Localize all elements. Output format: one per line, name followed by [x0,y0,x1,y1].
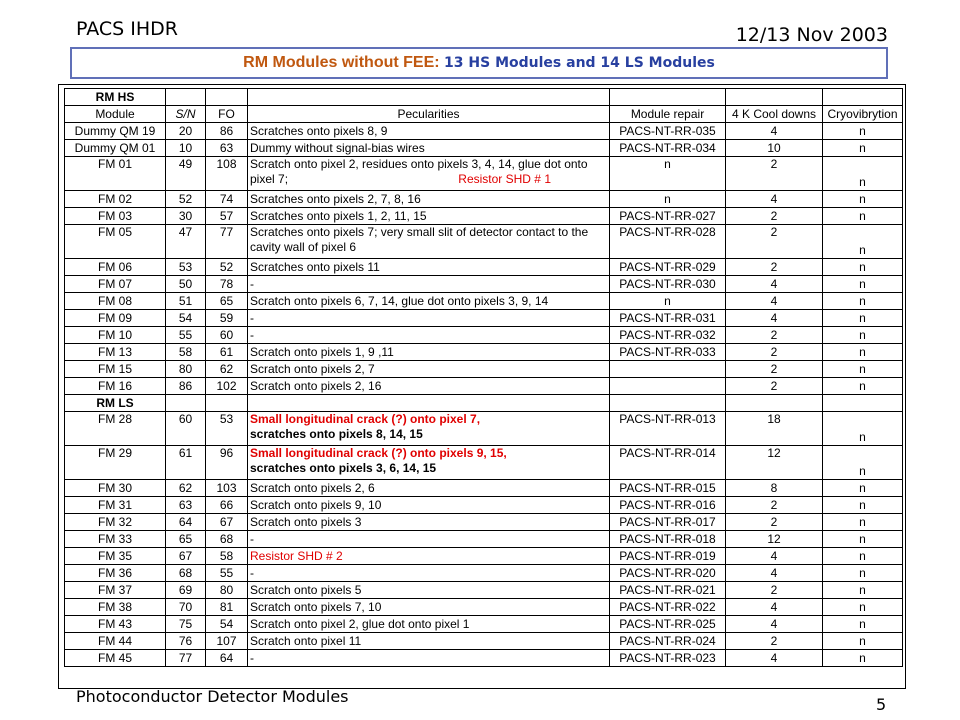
repair-cell: n [610,157,726,191]
repair-cell: PACS-NT-RR-030 [610,276,726,293]
module-cell: FM 05 [65,225,166,259]
pecularities-cell [248,140,610,157]
table-row [65,208,903,225]
cooldowns-cell: 2 [726,259,823,276]
column-header: FO [206,106,248,123]
empty-cell [823,395,903,412]
repair-cell: PACS-NT-RR-029 [610,259,726,276]
sn-cell: 68 [166,565,206,582]
sn-cell: 60 [166,412,206,446]
repair-cell: PACS-NT-RR-015 [610,480,726,497]
pecularities-cell [248,361,610,378]
pecularity-red-text: Resistor SHD # 2 [250,548,343,563]
repair-cell: PACS-NT-RR-025 [610,616,726,633]
table-row [65,378,903,395]
table-row [65,361,903,378]
empty-cell [610,89,726,106]
pecularities-cell [248,480,610,497]
empty-cell [206,395,248,412]
fo-cell: 65 [206,293,248,310]
table-row [65,633,903,650]
table-row [65,412,903,446]
cryovibration-cell: n [823,276,903,293]
cryovibration-cell: n [823,412,903,446]
sn-cell: 52 [166,191,206,208]
sn-cell: 86 [166,378,206,395]
cooldowns-cell: 10 [726,140,823,157]
repair-cell: PACS-NT-RR-031 [610,310,726,327]
pecularities-cell [248,276,610,293]
pecularities-cell [248,531,610,548]
cryovibration-cell: n [823,140,903,157]
module-cell: FM 32 [65,514,166,531]
empty-cell [206,89,248,106]
table-row [65,293,903,310]
repair-cell: PACS-NT-RR-019 [610,548,726,565]
cryovibration-cell: n [823,650,903,667]
repair-cell: PACS-NT-RR-013 [610,412,726,446]
cooldowns-cell: 4 [726,123,823,140]
module-cell: FM 45 [65,650,166,667]
cooldowns-cell: 2 [726,582,823,599]
pecularity-line: scratches onto pixels 3, 6, 14, 15 [250,461,437,475]
cooldowns-cell: 2 [726,497,823,514]
table-row [65,582,903,599]
table-row [65,276,903,293]
repair-cell: PACS-NT-RR-017 [610,514,726,531]
module-cell: FM 29 [65,446,166,480]
table-row [65,225,903,259]
repair-cell: PACS-NT-RR-033 [610,344,726,361]
module-cell: FM 37 [65,582,166,599]
pecularities-cell [248,548,610,565]
cooldowns-cell: 4 [726,276,823,293]
pecularities-cell [248,633,610,650]
module-cell: FM 33 [65,531,166,548]
pecularity-text: Scratch onto pixels 5 [250,582,362,597]
cooldowns-cell: 2 [726,327,823,344]
sn-cell: 55 [166,327,206,344]
fo-cell: 57 [206,208,248,225]
pecularity-text: Scratch onto pixels 9, 10 [250,497,382,512]
fo-cell: 66 [206,497,248,514]
cryovibration-cell: n [823,446,903,480]
page-number: 5 [876,695,887,714]
sn-cell: 80 [166,361,206,378]
module-cell: FM 02 [65,191,166,208]
section-label: RM HS [65,89,166,106]
module-cell: FM 35 [65,548,166,565]
table-row [65,616,903,633]
sn-cell: 63 [166,497,206,514]
cryovibration-cell: n [823,225,903,259]
pecularity-text: Scratch onto pixels 3 [250,514,362,529]
repair-cell: PACS-NT-RR-024 [610,633,726,650]
table-row [65,123,903,140]
pecularities-cell [248,565,610,582]
cryovibration-cell: n [823,565,903,582]
pecularity-text: Scratch onto pixels 2, 16 [250,378,382,393]
modules-table [64,88,903,667]
column-header: Module [65,106,166,123]
cooldowns-cell: 2 [726,157,823,191]
pecularity-line: scratches onto pixels 8, 14, 15 [250,427,423,441]
cooldowns-cell: 8 [726,480,823,497]
sn-cell: 54 [166,310,206,327]
pecularity-text: Scratch onto pixel 11 [250,633,362,648]
repair-cell: PACS-NT-RR-027 [610,208,726,225]
fo-cell: 62 [206,361,248,378]
fo-cell: 54 [206,616,248,633]
module-cell: FM 44 [65,633,166,650]
fo-cell: 60 [206,327,248,344]
sn-cell: 69 [166,582,206,599]
fo-cell: 58 [206,548,248,565]
fo-cell: 102 [206,378,248,395]
table-row [65,599,903,616]
module-cell: FM 36 [65,565,166,582]
table-row [65,140,903,157]
sn-cell: 61 [166,446,206,480]
fo-cell: 107 [206,633,248,650]
table-row [65,344,903,361]
empty-cell [166,395,206,412]
header-row [65,106,903,123]
repair-cell: PACS-NT-RR-028 [610,225,726,259]
sn-cell: 49 [166,157,206,191]
cryovibration-cell: n [823,327,903,344]
module-cell: FM 15 [65,361,166,378]
module-cell: FM 43 [65,616,166,633]
module-cell: Dummy QM 01 [65,140,166,157]
pecularity-text: Scratch onto pixels 7, 10 [250,599,382,614]
table-row [65,480,903,497]
pecularity-text: Scratches onto pixels 1, 2, 11, 15 [250,208,427,223]
empty-cell [610,395,726,412]
slide-subtitle: 13 HS Modules and 14 LS Modules [444,55,715,71]
fo-cell: 55 [206,565,248,582]
sn-cell: 67 [166,548,206,565]
cooldowns-cell: 4 [726,548,823,565]
pecularity-text: Scratch onto pixels 6, 7, 14, glue dot onto pixels 3, 9, 14 [250,293,549,308]
sn-cell: 51 [166,293,206,310]
fo-cell: 77 [206,225,248,259]
empty-cell [248,395,610,412]
pecularity-text: Dummy without signal-bias wires [250,140,425,155]
cooldowns-cell: 2 [726,225,823,259]
column-header: S/N [166,106,206,123]
table-row [65,548,903,565]
cryovibration-cell: n [823,514,903,531]
module-cell: FM 28 [65,412,166,446]
cryovibration-cell: n [823,633,903,650]
repair-cell: PACS-NT-RR-023 [610,650,726,667]
cryovibration-cell: n [823,582,903,599]
sn-cell: 47 [166,225,206,259]
cooldowns-cell: 2 [726,208,823,225]
cryovibration-cell: n [823,497,903,514]
pecularities-cell [248,259,610,276]
fo-cell: 52 [206,259,248,276]
sn-cell: 77 [166,650,206,667]
pecularity-text: Scratch onto pixels 1, 9 ,11 [250,344,394,359]
cryovibration-cell: n [823,599,903,616]
repair-cell: PACS-NT-RR-034 [610,140,726,157]
cryovibration-cell: n [823,157,903,191]
module-cell: Dummy QM 19 [65,123,166,140]
cooldowns-cell: 18 [726,412,823,446]
pecularity-text: - [250,565,254,580]
table-row [65,650,903,667]
repair-cell: PACS-NT-RR-020 [610,565,726,582]
repair-cell: PACS-NT-RR-035 [610,123,726,140]
pecularities-cell [248,327,610,344]
pecularities-cell [248,293,610,310]
pecularities-cell [248,191,610,208]
sn-cell: 65 [166,531,206,548]
pecularities-cell [248,582,610,599]
repair-cell: PACS-NT-RR-022 [610,599,726,616]
slide-title: RM Modules without FEE: [243,54,440,71]
cryovibration-cell: n [823,259,903,276]
pecularities-cell [248,310,610,327]
pecularities-cell [248,599,610,616]
empty-cell [248,89,610,106]
pecularity-red-line: Small longitudinal crack (?) onto pixels 9, 15, [250,446,507,460]
sn-cell: 76 [166,633,206,650]
empty-cell [823,89,903,106]
pecularities-cell [248,446,610,480]
section-row [65,89,903,106]
sn-cell: 20 [166,123,206,140]
cryovibration-cell: n [823,531,903,548]
pecularity-text: Scratch onto pixels 2, 6 [250,480,375,495]
slide-title-box [70,47,888,79]
fo-cell: 86 [206,123,248,140]
pecularity-red-line: Small longitudinal crack (?) onto pixel 7, [250,412,481,426]
pecularity-red-text: Resistor SHD # 1 [458,172,551,186]
table-row [65,565,903,582]
sn-cell: 70 [166,599,206,616]
pecularities-cell [248,514,610,531]
empty-cell [726,395,823,412]
cooldowns-cell: 4 [726,293,823,310]
column-header: Cryovibrytion [823,106,903,123]
footer-label: Photoconductor Detector Modules [76,687,349,706]
sn-cell: 75 [166,616,206,633]
repair-cell: PACS-NT-RR-014 [610,446,726,480]
module-cell: FM 03 [65,208,166,225]
pecularity-text: - [250,650,254,665]
cryovibration-cell: n [823,293,903,310]
fo-cell: 61 [206,344,248,361]
header-date: 12/13 Nov 2003 [735,24,888,46]
empty-cell [166,89,206,106]
table-row [65,327,903,344]
repair-cell: PACS-NT-RR-016 [610,497,726,514]
table-row [65,157,903,191]
column-header: Module repair [610,106,726,123]
cooldowns-cell: 2 [726,361,823,378]
repair-cell: PACS-NT-RR-021 [610,582,726,599]
module-cell: FM 01 [65,157,166,191]
module-cell: FM 13 [65,344,166,361]
cryovibration-cell: n [823,344,903,361]
cooldowns-cell: 4 [726,191,823,208]
sn-cell: 58 [166,344,206,361]
module-cell: FM 30 [65,480,166,497]
pecularity-text: Scratches onto pixels 2, 7, 8, 16 [250,191,421,206]
module-cell: FM 16 [65,378,166,395]
pecularities-cell [248,616,610,633]
fo-cell: 63 [206,140,248,157]
cryovibration-cell: n [823,480,903,497]
table-row [65,191,903,208]
fo-cell: 80 [206,582,248,599]
cryovibration-cell: n [823,310,903,327]
module-cell: FM 10 [65,327,166,344]
sn-cell: 64 [166,514,206,531]
pecularities-cell [248,225,610,259]
pecularities-cell [248,650,610,667]
pecularity-text: Scratches onto pixels 11 [250,259,380,274]
module-cell: FM 38 [65,599,166,616]
modules-table-body [65,89,903,667]
pecularities-cell [248,157,610,191]
header-title: PACS IHDR [76,18,178,40]
pecularity-text: Scratch onto pixel 2, glue dot onto pixel 1 [250,616,470,631]
table-row [65,259,903,276]
module-cell: FM 31 [65,497,166,514]
repair-cell [610,361,726,378]
section-row [65,395,903,412]
fo-cell: 74 [206,191,248,208]
cryovibration-cell: n [823,616,903,633]
cooldowns-cell: 12 [726,446,823,480]
sn-cell: 10 [166,140,206,157]
pecularities-cell [248,123,610,140]
cooldowns-cell: 2 [726,344,823,361]
fo-cell: 67 [206,514,248,531]
pecularity-text: Scratches onto pixels 8, 9 [250,123,388,138]
repair-cell [610,378,726,395]
repair-cell: n [610,293,726,310]
cryovibration-cell: n [823,548,903,565]
cooldowns-cell: 4 [726,599,823,616]
fo-cell: 96 [206,446,248,480]
fo-cell: 64 [206,650,248,667]
repair-cell: PACS-NT-RR-032 [610,327,726,344]
cooldowns-cell: 4 [726,616,823,633]
cryovibration-cell: n [823,191,903,208]
module-cell: FM 07 [65,276,166,293]
cryovibration-cell: n [823,208,903,225]
fo-cell: 108 [206,157,248,191]
pecularity-text: - [250,327,254,342]
table-row [65,310,903,327]
module-cell: FM 08 [65,293,166,310]
cryovibration-cell: n [823,378,903,395]
cryovibration-cell: n [823,361,903,378]
pecularity-text: - [250,531,254,546]
pecularity-text: Scratches onto pixels 7; very small slit of detector contact to the cavity wall of pixel 6 [250,225,589,254]
cooldowns-cell: 2 [726,633,823,650]
pecularities-cell [248,208,610,225]
repair-cell: n [610,191,726,208]
empty-cell [726,89,823,106]
cooldowns-cell: 12 [726,531,823,548]
pecularity-text: Scratch onto pixels 2, 7 [250,361,375,376]
cooldowns-cell: 4 [726,310,823,327]
cooldowns-cell: 2 [726,378,823,395]
sn-cell: 30 [166,208,206,225]
table-row [65,497,903,514]
fo-cell: 81 [206,599,248,616]
cryovibration-cell: n [823,123,903,140]
fo-cell: 103 [206,480,248,497]
module-cell: FM 09 [65,310,166,327]
pecularities-cell [248,344,610,361]
table-row [65,531,903,548]
fo-cell: 78 [206,276,248,293]
column-header: 4 K Cool downs [726,106,823,123]
cooldowns-cell: 4 [726,650,823,667]
cooldowns-cell: 2 [726,514,823,531]
pecularities-cell [248,412,610,446]
sn-cell: 62 [166,480,206,497]
cooldowns-cell: 4 [726,565,823,582]
repair-cell: PACS-NT-RR-018 [610,531,726,548]
pecularities-cell [248,378,610,395]
section-label: RM LS [65,395,166,412]
column-header: Pecularities [248,106,610,123]
fo-cell: 53 [206,412,248,446]
pecularity-text: - [250,310,254,325]
sn-cell: 53 [166,259,206,276]
table-row [65,446,903,480]
sn-cell: 50 [166,276,206,293]
fo-cell: 59 [206,310,248,327]
pecularities-cell [248,497,610,514]
table-row [65,514,903,531]
fo-cell: 68 [206,531,248,548]
pecularity-text: - [250,276,254,291]
module-cell: FM 06 [65,259,166,276]
pecularity-text: Scratch onto pixel 2, residues onto pixels 3, 4, 14, glue dot onto pixel 7; [250,157,588,186]
